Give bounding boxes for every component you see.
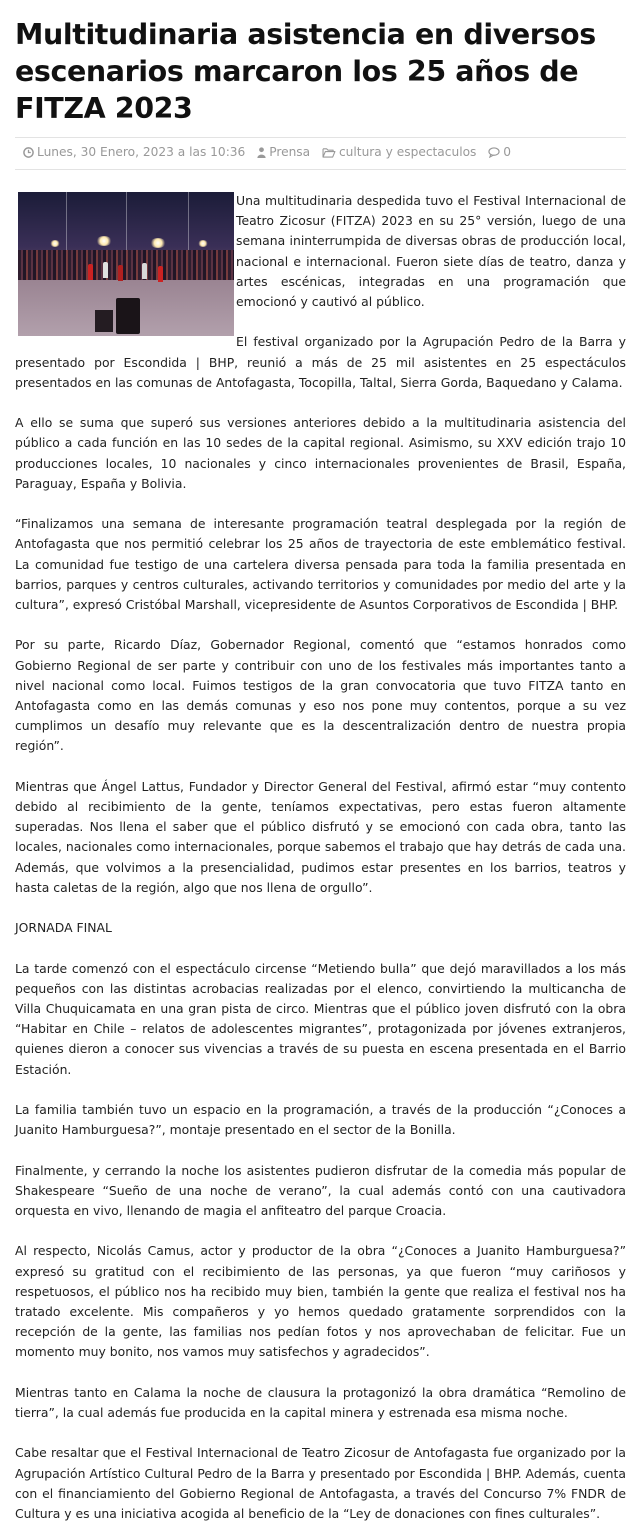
article-photo — [18, 192, 234, 336]
meta-comments[interactable] — [488, 145, 511, 159]
article-title: Multitudinaria asistencia en diversos escenarios marcaron los 25 años de FITZA 2023 — [15, 18, 596, 125]
comment-icon — [488, 147, 500, 161]
paragraph: Mientras que Ángel Lattus, Fundador y Director General del Festival, afirmó estar “muy contento debido al recibimiento de la gente, teníamos expectativas, pero estas fueron altamente superadas. Nos llena el saber que el público disfrutó y se emocionó con cada obra, tanto las locales, nacionales como internacionales, porque sabemos el trabajo que hay detrás de cada una. Además, que volvimos a la presencialidad, pudimos estar presentes en los barrios, teatros y hasta caletas de la región, algo que nos llena de orgullo”. — [15, 778, 626, 895]
paragraph: “Finalizamos una semana de interesante programación teatral desplegada por la región de Antofagasta que nos permitió celebrar los 25 años de trayectoria de este emblemático festival. La comunidad fue testigo de una cartelera diversa pensada para toda la familia presentada en barrios, parques y centros culturales, activando territorios y comunidades por medio del arte y la cultura”, expresó Cristóbal Marshall, vicepresidente de Asuntos Corporativos de Escondida | BHP. — [15, 516, 626, 613]
paragraph: Cabe resaltar que el Festival Internacional de Teatro Zicosur de Antofagasta fue organizado por la Agrupación Artístico Cultural Pedro de la Barra y presentado por Escondida | BHP. Además, cuenta con el financiamiento del Gobierno Regional de Antofagasta, a través del Concurso 7% FNDR de Cultura y es una iniciativa acogida al beneficio de la “Ley de donaciones con fines culturales”. — [15, 1445, 626, 1522]
meta-date-text: Lunes, 30 Enero, 2023 a las 10:36 — [37, 145, 246, 159]
paragraph: Una multitudinaria despedida tuvo el Festival Internacional de Teatro Zicosur (FITZA) 2023 en su 25° versión, luego de una semana ininterrumpida de diversas obras de producción local, nacional e internacional. Fueron siete días de teatro, danza y artes escénicas, integradas en una programación que emocionó y cautivó al público. — [236, 193, 626, 310]
paragraph: La tarde comenzó con el espectáculo circense “Metiendo bulla” que dejó maravillados a los más pequeños con las distintas acrobacias realizadas por el elenco, convirtiendo la multicancha de Villa Chuquicamata en una gran pista de circo. Mientras que el público joven disfrutó con la obra “Habitar en Chile – relatos de adolescentes migrantes”, protagonizada por jóvenes extranjeros, quienes dieron a conocer sus vivencias a través de su puesta en escena presentada en el Barrio Estación. — [15, 960, 626, 1077]
meta-author[interactable] — [257, 145, 314, 159]
meta-category-text[interactable]: cultura y espectaculos — [338, 145, 477, 159]
meta-comments-count[interactable]: 0 — [503, 145, 512, 159]
paragraph: Al respecto, Nicolás Camus, actor y productor de la obra “¿Conoces a Juanito Hamburguesa?” expresó su gratitud con el recibimiento de las personas, ya que fueron “muy cariñosos y respetuosos, el público nos ha recibido muy bien, también la gente que realiza el festival nos ha tratado excelente. Mis compañeros y yo hemos quedado gratamente sorprendidos con la recepción de la gente, las familias nos pedían fotos y nos aprovechaban de felicitar. Fue un momento muy bonito, nos vamos muy satisfechos y agradecidos”. — [15, 1243, 626, 1360]
paragraph: Finalmente, y cerrando la noche los asistentes pudieron disfrutar de la comedia más popular de Shakespeare “Sueño de una noche de verano”, la cual además contó con una cautivadora orquesta en vivo, llenando de magia el anfiteatro del parque Croacia. — [15, 1162, 626, 1219]
section-heading: JORNADA FINAL — [15, 920, 112, 936]
meta-date — [23, 145, 249, 159]
paragraph: Por su parte, Ricardo Díaz, Gobernador Regional, comentó que “estamos honrados como Gobierno Regional de ser parte y contribuir con uno de los festivales más importantes tanto a nivel nacional como local. Fuimos testigos de la gran convocatoria que tuvo FITZA tanto en Antofagasta como en las demás comunas y eso nos pone muy contentos, porque a su vez cumplimos un desafío muy relevante que es la descentralización dentro de nuestra propia región”. — [15, 637, 626, 754]
paragraph: Mientras tanto en Calama la noche de clausura la protagonizó la obra dramática “Remolino de tierra”, la cual además fue producida en la capital minera y estrenada esa misma noche. — [15, 1384, 626, 1421]
paragraph: La familia también tuvo un espacio en la programación, a través de la producción “¿Conoces a Juanito Hamburguesa?”, montaje presentado en el sector de la Bonilla. — [15, 1102, 626, 1138]
clock-icon — [23, 147, 34, 161]
article-meta — [15, 137, 626, 170]
article-body — [15, 191, 626, 1524]
user-icon — [257, 147, 266, 161]
meta-author-text[interactable]: Prensa — [269, 145, 311, 159]
meta-category[interactable] — [322, 145, 480, 159]
folder-icon — [322, 147, 336, 161]
paragraph: A ello se suma que superó sus versiones anteriores debido a la multitudinaria asistencia del público a cada función en las 10 sedes de la capital regional. Asimismo, su XXV edición trajo 10 producciones locales, 10 nacionales y cinco internacionales provenientes de Brasil, España, Paraguay, España y Bolivia. — [15, 415, 626, 491]
paragraph: El festival organizado por la Agrupación Pedro de la Barra y presentado por Escondida | BHP, reunió a más de 25 mil asistentes en 25 espectáculos presentados en las comunas de Antofagasta, Tocopilla, Taltal, Sierra Gorda, Baquedano y Calama. — [15, 334, 626, 390]
